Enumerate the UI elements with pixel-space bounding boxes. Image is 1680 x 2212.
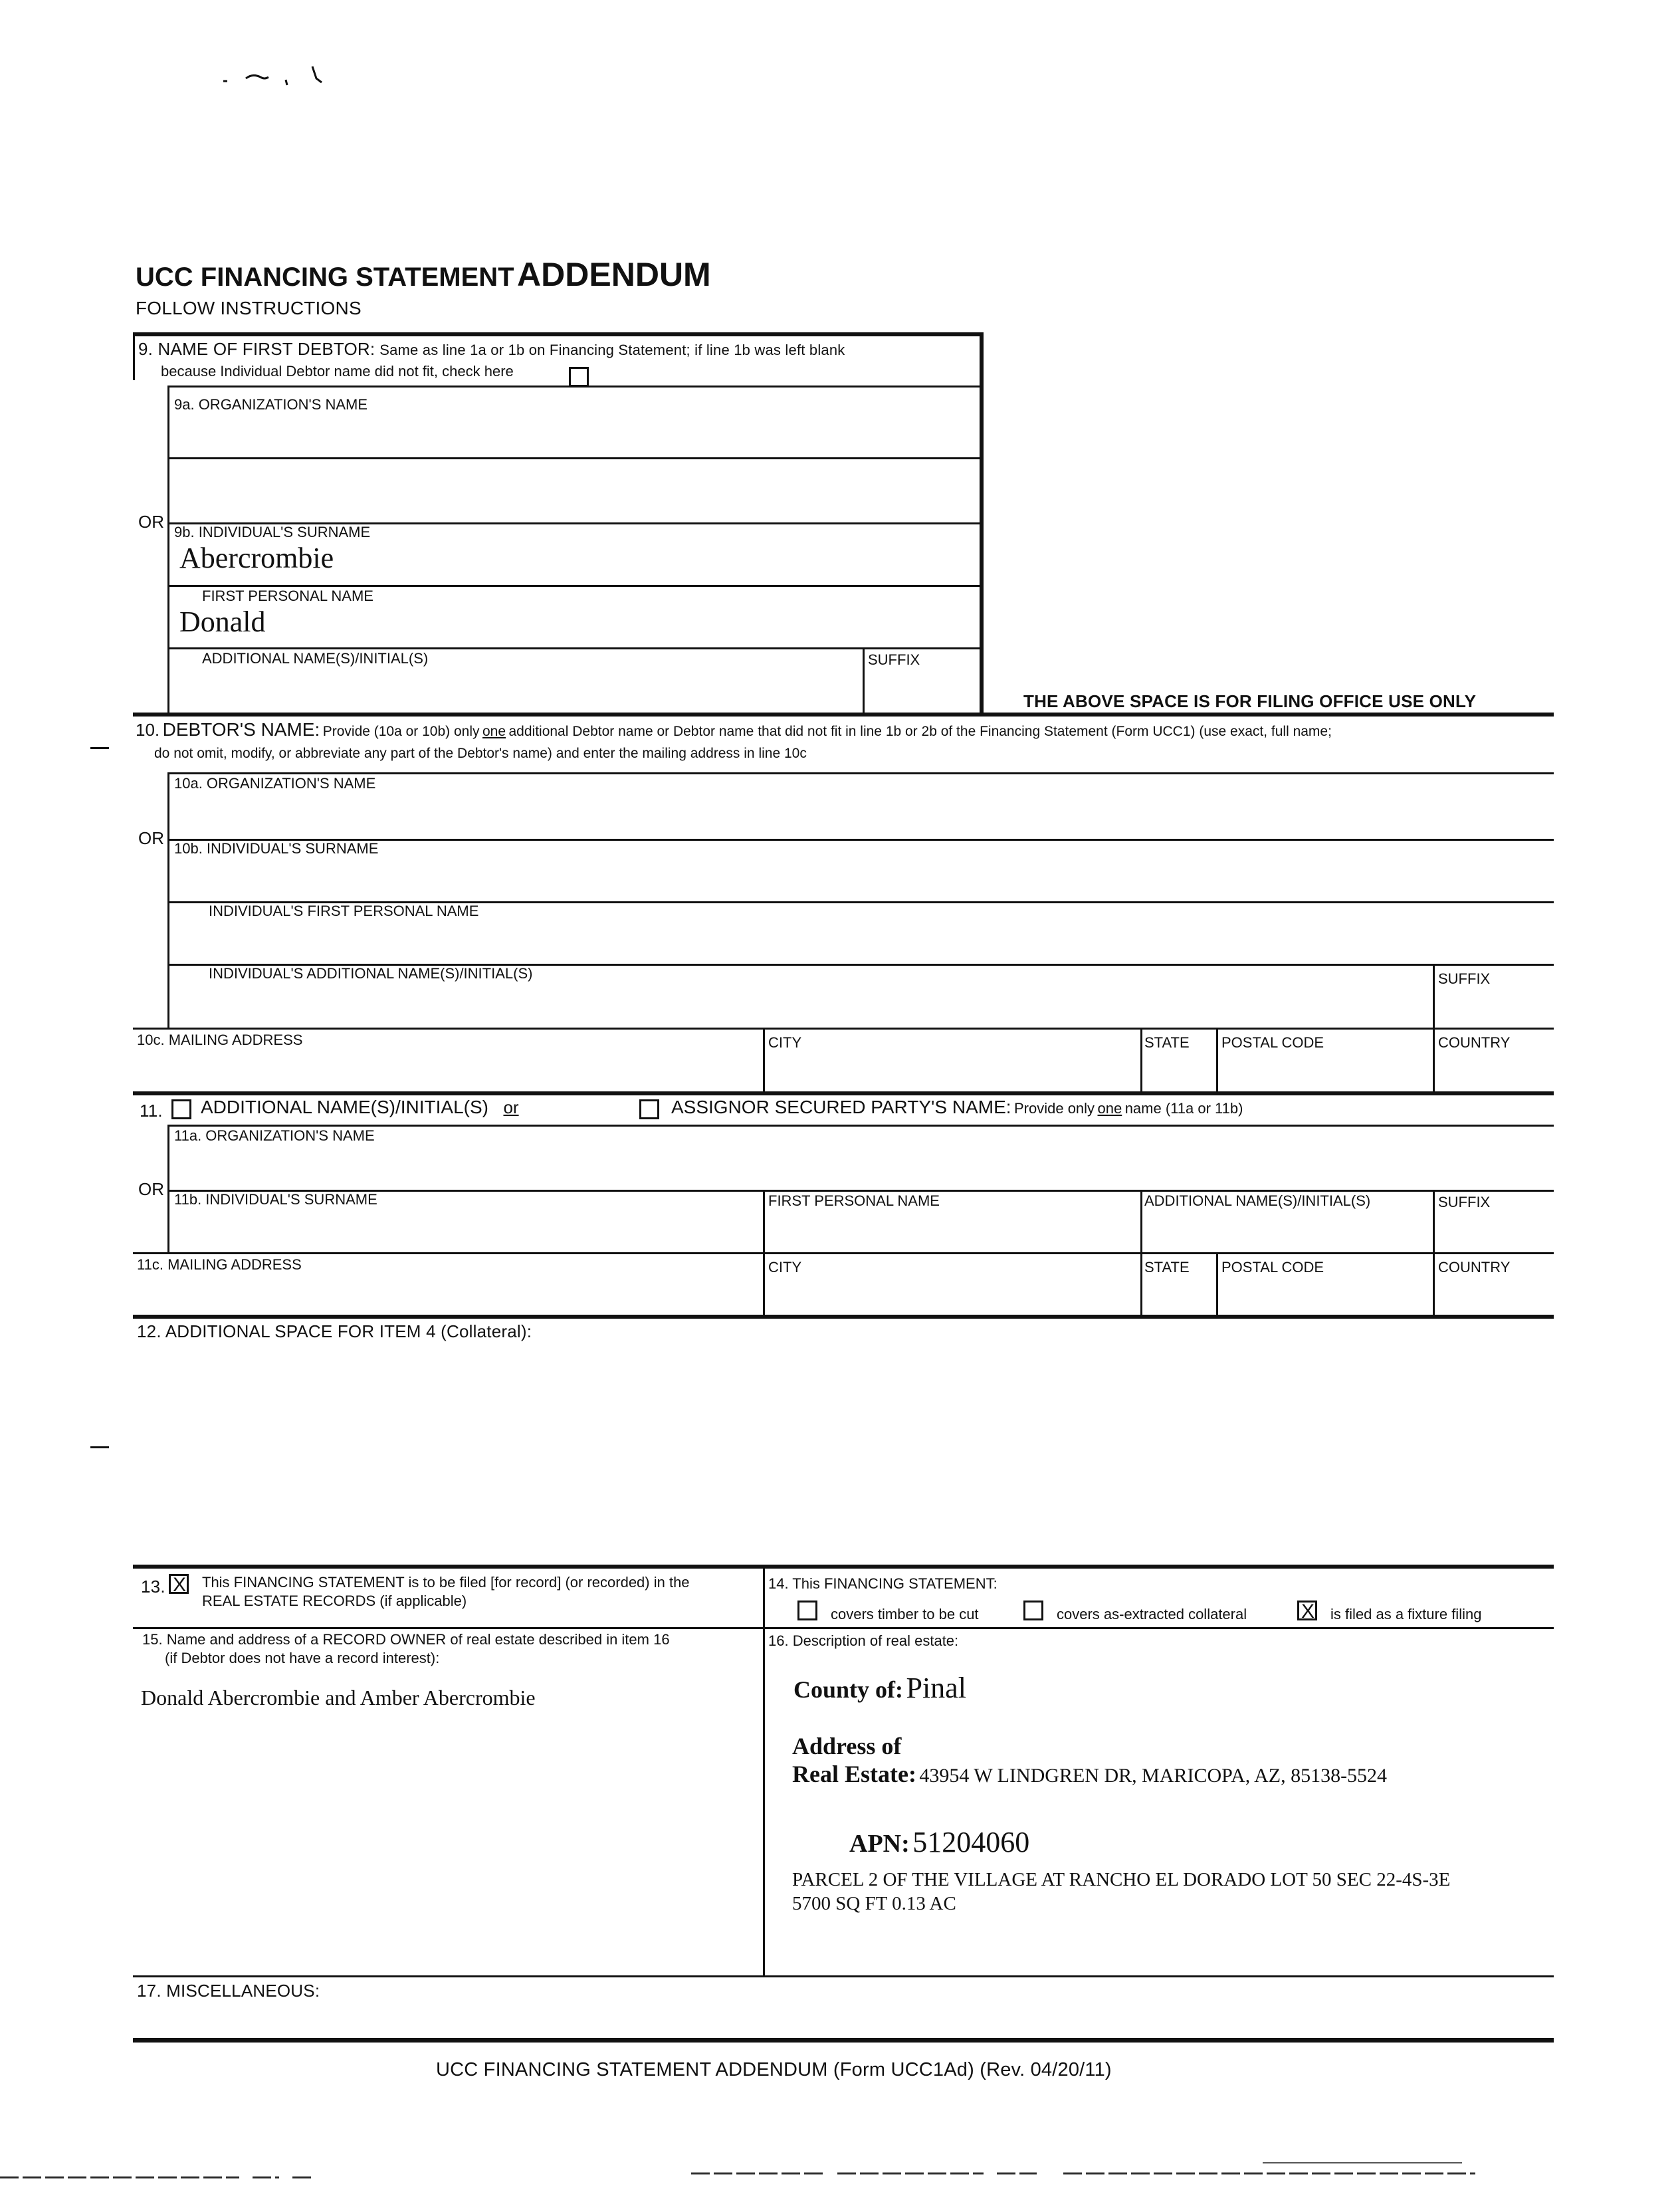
item16-address-label-line2: Real Estate: bbox=[792, 1761, 916, 1787]
item10-suffix-label: SUFFIX bbox=[1438, 970, 1491, 987]
item9-first-label: FIRST PERSONAL NAME bbox=[202, 588, 373, 604]
item15-value[interactable]: Donald Abercrombie and Amber Abercrombie bbox=[141, 1686, 536, 1710]
item9b-value[interactable]: Abercrombie bbox=[179, 542, 334, 574]
form-rule-horizontal bbox=[133, 1091, 1554, 1095]
item14-fixture-checkbox[interactable] bbox=[1297, 1601, 1317, 1620]
item13-number: 13. bbox=[141, 1577, 165, 1597]
item11-additional-checkbox[interactable] bbox=[171, 1099, 191, 1119]
form-rule-horizontal bbox=[133, 1627, 1554, 1629]
item11c-label: 11c. MAILING ADDRESS bbox=[137, 1256, 302, 1273]
item12-label: 12. ADDITIONAL SPACE FOR ITEM 4 (Collateral): bbox=[137, 1321, 532, 1341]
filing-office-note: THE ABOVE SPACE IS FOR FILING OFFICE USE ONLY bbox=[1023, 691, 1477, 711]
margin-mark bbox=[90, 747, 109, 749]
item16-label: 16. Description of real estate: bbox=[768, 1632, 959, 1649]
form-rule-vertical bbox=[1433, 1252, 1435, 1316]
form-rule-vertical bbox=[167, 772, 169, 1029]
item11-number: 11. bbox=[140, 1101, 163, 1121]
item14-fixture-label: is filed as a fixture filing bbox=[1330, 1606, 1482, 1622]
item15-label-line2: (if Debtor does not have a record interest): bbox=[165, 1650, 440, 1666]
item11-city-label: CITY bbox=[768, 1259, 802, 1275]
item9-checkbox[interactable] bbox=[569, 367, 589, 387]
item9-label: 9. NAME OF FIRST DEBTOR: Same as line 1a or 1b on Financing Statement; if line 1b was left blank bbox=[138, 339, 845, 359]
item16-county-label: County of: bbox=[793, 1676, 904, 1703]
scan-edge-mark bbox=[0, 2154, 1680, 2180]
item16-address bbox=[792, 1760, 1387, 1788]
form-rule-horizontal bbox=[133, 2038, 1554, 2043]
item9a-label: 9a. ORGANIZATION'S NAME bbox=[174, 396, 368, 413]
item9-additional-label: ADDITIONAL NAME(S)/INITIAL(S) bbox=[202, 650, 429, 667]
form-rule-vertical bbox=[1140, 1190, 1142, 1254]
item16-county-value[interactable]: Pinal bbox=[906, 1672, 966, 1704]
item14-timber-checkbox[interactable] bbox=[797, 1601, 817, 1620]
form-rule-horizontal bbox=[167, 585, 981, 587]
follow-instructions: FOLLOW INSTRUCTIONS bbox=[136, 298, 362, 318]
item10b-label: 10b. INDIVIDUAL'S SURNAME bbox=[174, 840, 379, 857]
form-rule-vertical bbox=[167, 1125, 169, 1254]
form-rule-horizontal bbox=[167, 457, 981, 459]
item16-legal-line1[interactable]: PARCEL 2 OF THE VILLAGE AT RANCHO EL DORADO LOT 50 SEC 22-4S-3E bbox=[792, 1869, 1451, 1890]
item16-county bbox=[793, 1671, 966, 1705]
item10-country-label: COUNTRY bbox=[1438, 1034, 1511, 1051]
form-rule-horizontal bbox=[133, 332, 984, 336]
item17-label: 17. MISCELLANEOUS: bbox=[137, 1981, 320, 2001]
item16-address-label-line1: Address of bbox=[792, 1733, 902, 1759]
item10-label: 10. DEBTOR'S NAME: Provide (10a or 10b) only one additional Debtor name or Debtor name that did not fit in line 1b or 2b of the Financing Statement (Form UCC1) (use exact, full name; bbox=[136, 719, 1332, 740]
item10-instruction-line2: do not omit, modify, or abbreviate any part of the Debtor's name) and enter the mailing address in line 10c bbox=[154, 746, 807, 761]
form-rule-horizontal bbox=[133, 713, 1554, 717]
item10-postal-label: POSTAL CODE bbox=[1221, 1034, 1324, 1051]
form-rule-horizontal bbox=[167, 647, 981, 649]
item16-address-value[interactable]: 43954 W LINDGREN DR, MARICOPA, AZ, 85138-5524 bbox=[919, 1765, 1388, 1787]
item14-extracted-label: covers as-extracted collateral bbox=[1057, 1606, 1247, 1622]
item16-apn bbox=[849, 1825, 1029, 1859]
margin-mark bbox=[90, 1446, 109, 1448]
form-rule-vertical bbox=[863, 647, 865, 713]
item11-postal-label: POSTAL CODE bbox=[1221, 1259, 1324, 1275]
form-rule-vertical bbox=[1216, 1252, 1218, 1316]
form-rule-vertical bbox=[1216, 1028, 1218, 1091]
form-rule-vertical bbox=[763, 1028, 765, 1091]
item11-first-label: FIRST PERSONAL NAME bbox=[768, 1192, 940, 1209]
item16-apn-value[interactable]: 51204060 bbox=[912, 1826, 1030, 1858]
item11-additional-label: ADDITIONAL NAME(S)/INITIAL(S) bbox=[1144, 1192, 1371, 1209]
item9-suffix-label: SUFFIX bbox=[868, 651, 920, 668]
item10-first-label: INDIVIDUAL'S FIRST PERSONAL NAME bbox=[209, 903, 479, 919]
form-rule-vertical bbox=[763, 1565, 765, 1977]
form-rule-horizontal bbox=[133, 1028, 1554, 1030]
footer-text: UCC FINANCING STATEMENT ADDENDUM (Form UCC1Ad) (Rev. 04/20/11) bbox=[436, 2059, 1112, 2080]
item11-country-label: COUNTRY bbox=[1438, 1259, 1511, 1275]
item15-label-line1: 15. Name and address of a RECORD OWNER of real estate described in item 16 bbox=[142, 1631, 670, 1648]
form-title-suffix: ADDENDUM bbox=[517, 256, 711, 293]
form-rule-vertical bbox=[1140, 1252, 1142, 1316]
item16-legal-line2[interactable]: 5700 SQ FT 0.13 AC bbox=[792, 1893, 956, 1914]
item11-state-label: STATE bbox=[1144, 1259, 1190, 1275]
item9-instruction: because Individual Debtor name did not fit, check here bbox=[161, 363, 514, 380]
form-rule-vertical bbox=[763, 1190, 765, 1254]
item14-extracted-checkbox[interactable] bbox=[1023, 1601, 1043, 1620]
item14-timber-label: covers timber to be cut bbox=[831, 1606, 979, 1622]
form-rule-horizontal bbox=[133, 1315, 1554, 1319]
item9-or: OR bbox=[138, 512, 164, 532]
item9-first-value[interactable]: Donald bbox=[179, 606, 266, 638]
item16-apn-label: APN: bbox=[849, 1830, 910, 1858]
item11-label: ADDITIONAL NAME(S)/INITIAL(S) or bbox=[201, 1097, 519, 1117]
form-rule-horizontal bbox=[167, 772, 1554, 774]
form-rule-horizontal bbox=[167, 1125, 1554, 1127]
item11-assignor-label: ASSIGNOR SECURED PARTY'S NAME: Provide only one name (11a or 11b) bbox=[671, 1097, 1243, 1117]
form-rule-vertical bbox=[133, 332, 135, 380]
item10-or: OR bbox=[138, 828, 164, 848]
form-title-prefix: UCC FINANCING STATEMENT bbox=[136, 263, 514, 292]
item13-text-line1: This FINANCING STATEMENT is to be filed [for record] (or recorded) in the bbox=[202, 1574, 690, 1591]
item10c-label: 10c. MAILING ADDRESS bbox=[137, 1032, 303, 1048]
item11-or: OR bbox=[138, 1179, 164, 1199]
form-rule-vertical bbox=[167, 386, 169, 713]
item14-label: 14. This FINANCING STATEMENT: bbox=[768, 1575, 998, 1592]
form-rule-vertical bbox=[1433, 1028, 1435, 1091]
form-rule-vertical bbox=[1140, 1028, 1142, 1091]
form-rule-vertical bbox=[1433, 964, 1435, 1029]
item11a-label: 11a. ORGANIZATION'S NAME bbox=[174, 1127, 375, 1144]
item11b-label: 11b. INDIVIDUAL'S SURNAME bbox=[174, 1191, 377, 1208]
item10-city-label: CITY bbox=[768, 1034, 802, 1051]
form-rule-horizontal bbox=[133, 1975, 1554, 1977]
form-rule-vertical bbox=[763, 1252, 765, 1316]
item10-additional-label: INDIVIDUAL'S ADDITIONAL NAME(S)/INITIAL(S) bbox=[209, 965, 533, 982]
form-rule-horizontal bbox=[133, 1252, 1554, 1254]
scan-mark bbox=[219, 60, 326, 93]
item10-state-label: STATE bbox=[1144, 1034, 1190, 1051]
item13-text-line2: REAL ESTATE RECORDS (if applicable) bbox=[202, 1593, 467, 1609]
item10a-label: 10a. ORGANIZATION'S NAME bbox=[174, 775, 376, 792]
item11-assignor-checkbox[interactable] bbox=[639, 1099, 659, 1119]
item9b-label: 9b. INDIVIDUAL'S SURNAME bbox=[174, 524, 371, 540]
item11-suffix-label: SUFFIX bbox=[1438, 1194, 1491, 1210]
form-rule-vertical bbox=[1433, 1190, 1435, 1254]
form-rule-horizontal bbox=[167, 386, 981, 387]
form-rule-horizontal bbox=[133, 1565, 1554, 1569]
form-title bbox=[136, 255, 711, 294]
item13-checkbox[interactable] bbox=[169, 1574, 189, 1594]
